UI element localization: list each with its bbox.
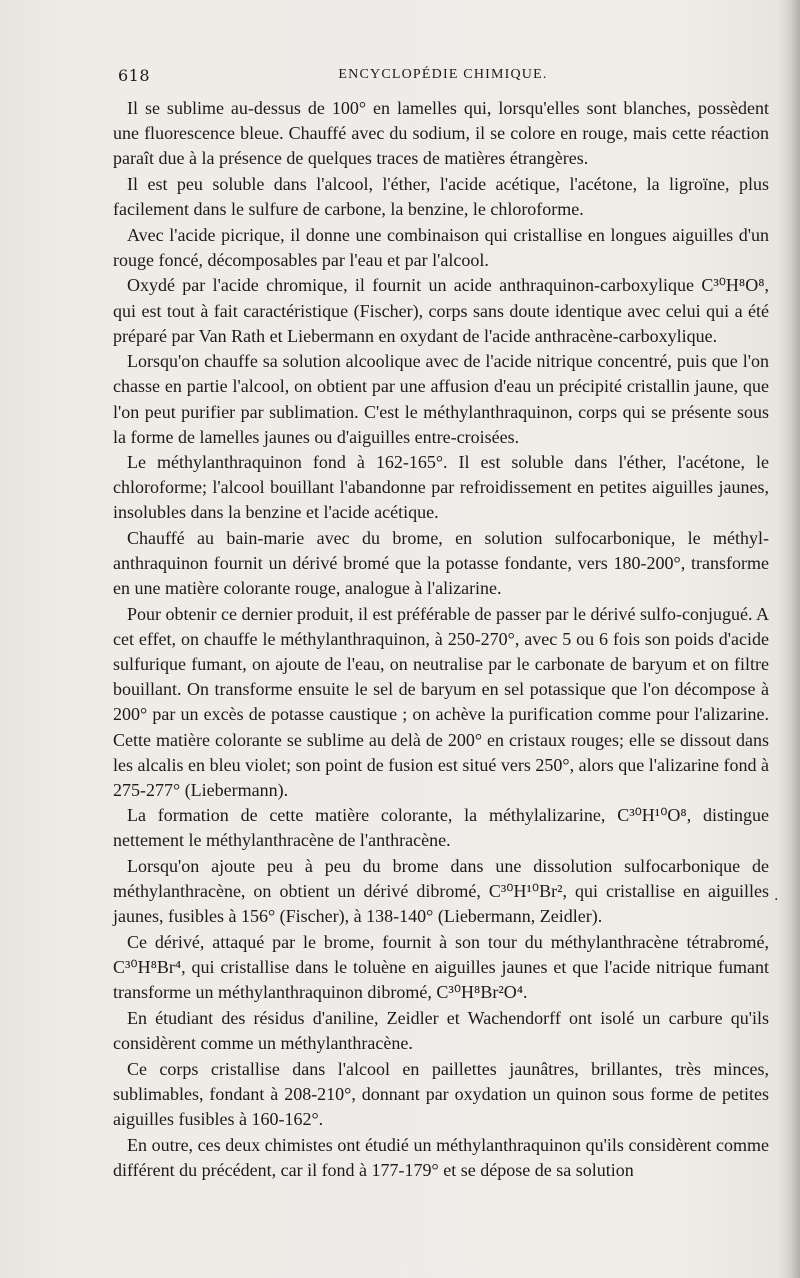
paragraph: Chauffé au bain-marie avec du brome, en solution sulfocarbonique, le méthyl-anthraquinon fournit un dérivé bromé que la potasse fondante, vers 180-200°, transforme en une matière colorante rouge, analogue à l'alizarine. — [113, 528, 769, 599]
paragraph: En outre, ces deux chimistes ont étudié un méthylanthraquinon qu'ils considèrent comme différent du précédent, car il fond à 177-179° et se dépose de sa solution — [113, 1134, 769, 1180]
margin-mark: . — [774, 888, 779, 904]
paragraph: Lorsqu'on ajoute peu à peu du brome dans une dissolution sulfocarbonique de méthylanthracène, on obtient un dérivé dibromé, C³⁰H¹⁰Br², qui cristallise en aiguilles jaunes, fusibles à 156° (Fischer), à 138-140° (Liebermann, Zeidler). — [113, 856, 769, 927]
page-header — [118, 66, 768, 92]
page-edge-shadow — [778, 0, 800, 1278]
body-text — [113, 96, 769, 1183]
paragraph: Il est peu soluble dans l'alcool, l'éther, l'acide acétique, l'acétone, la ligroïne, plus facilement dans le sulfure de carbone, la benzine, le chloroforme. — [113, 173, 769, 219]
paragraph: Pour obtenir ce dernier produit, il est préférable de passer par le dérivé sulfo-conjugué. A cet effet, on chauffe le méthylanthraquinon, à 250-270°, avec 5 ou 6 fois son poids d'acide sulfurique fumant, on ajoute de l'eau, on neutralise par le carbonate de baryum et on filtre bouillant. On transforme ensuite le sel de baryum en sel potassique que l'on décompose à 200° par un excès de potasse caustique ; on achève la purification comme pour l'alizarine. Cette matière colorante se sublime au delà de 200° en cristaux rouges; elle se dissout dans les alcalis en bleu violet; son point de fusion est situé vers 250°, alors que l'alizarine fond à 275-277° (Liebermann). — [113, 604, 769, 800]
paragraph: Lorsqu'on chauffe sa solution alcoolique avec de l'acide nitrique concentré, puis que l'on chasse en partie l'alcool, on obtient par une affusion d'eau un précipité cristallin jaune, que l'on peut purifier par sublimation. C'est le méthylanthraquinon, corps qui se présente sous la forme de lamelles jaunes ou d'aiguilles entre-croisées. — [113, 351, 769, 447]
paragraph: Avec l'acide picrique, il donne une combinaison qui cristallise en longues aiguilles d'un rouge foncé, décomposables par l'eau et par l'alcool. — [113, 224, 769, 270]
paragraph: La formation de cette matière colorante, la méthylalizarine, C³⁰H¹⁰O⁸, distingue nettement le méthylanthracène de l'anthracène. — [113, 805, 769, 851]
running-title: ENCYCLOPÉDIE CHIMIQUE. — [338, 67, 548, 82]
paragraph: En étudiant des résidus d'aniline, Zeidler et Wachendorff ont isolé un carbure qu'ils considèrent comme un méthylanthracène. — [113, 1007, 769, 1053]
paragraph: Il se sublime au-dessus de 100° en lamelles qui, lorsqu'elles sont blanches, possèdent une fluorescence bleue. Chauffé avec du sodium, il se colore en rouge, mais cette réaction paraît due à la présence de quelques traces de matières étrangères. — [113, 98, 769, 169]
page-number: 618 — [118, 66, 151, 85]
paragraph: Ce dérivé, attaqué par le brome, fournit à son tour du méthylanthracène tétrabromé, C³⁰H⁸Br⁴, qui cristallise dans le toluène en aiguilles jaunes et que l'acide nitrique fumant transforme un méthylanthraquinon dibromé, C³⁰H⁸Br²O⁴. — [113, 932, 769, 1003]
paragraph: Oxydé par l'acide chromique, il fournit un acide anthraquinon-carboxylique C³⁰H⁸O⁸, qui est tout à fait caractéristique (Fischer), corps sans doute identique avec celui qui a été préparé par Van Rath et Liebermann en oxydant de l'acide anthracène-carboxylique. — [113, 275, 769, 346]
paragraph: Ce corps cristallise dans l'alcool en paillettes jaunâtres, brillantes, très minces, sublimables, fondant à 208-210°, donnant par oxydation un quinon sous forme de petites aiguilles fusibles à 160-162°. — [113, 1058, 769, 1129]
paragraph: Le méthylanthraquinon fond à 162-165°. Il est soluble dans l'éther, l'acétone, le chloroforme; l'alcool bouillant l'abandonne par refroidissement en petites aiguilles jaunes, insolubles dans la benzine et l'acide acétique. — [113, 452, 769, 523]
